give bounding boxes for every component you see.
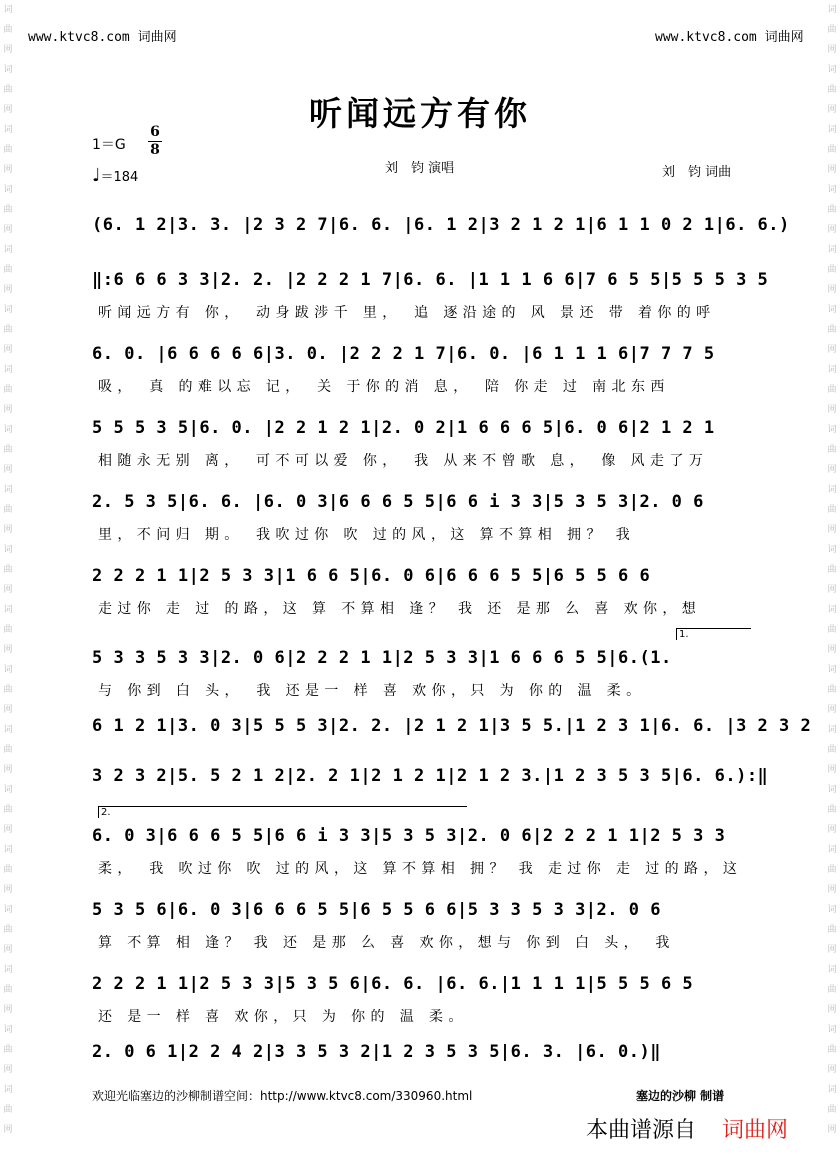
lyrics-row-10: 柔， 我 吹过你 吹 过的风，这 算不算相 拥？ 我 走过你 走 过的路，这 [98,861,743,877]
notation-row-4: 5 5 5 3 5|6. 0. |2 2 1 2 1|2. 0 2|1 6 6 6 5|6. 0 6|2 1 2 1 [92,418,715,438]
tempo-value: ＝184 [100,170,139,185]
watermark-right: 词曲网词曲网词曲网词曲网词曲网词曲网词曲网词曲网词曲网词曲网词曲网词曲网词曲网词曲网词曲网词曲网词曲网词曲网词曲网 [827,5,837,1135]
notation-row-8: 6 1 2 1|3. 0 3|5 5 5 3|2. 2. |2 1 2 1|3 5 5.|1 2 3 1|6. 6. |3 2 3 2 [92,716,812,736]
quarter-note-icon: ♩ [92,165,101,186]
lyrics-row-7: 与 你到 白 头， 我 还是一 样 喜 欢你，只 为 你的 温 柔。 [98,683,646,699]
watermark-left: 词曲网词曲网词曲网词曲网词曲网词曲网词曲网词曲网词曲网词曲网词曲网词曲网词曲网词曲网词曲网词曲网词曲网词曲网词曲网 [3,5,13,1135]
notation-row-11: 5 3 5 6|6. 0 3|6 6 6 5 5|6 5 5 6 6|5 3 3 5 3 3|2. 0 6 [92,900,661,920]
notation-row-10: 6. 0 3|6 6 6 5 5|6 6 i 3 3|5 3 5 3|2. 0 6|2 2 2 1 1|2 5 3 3 [92,826,726,846]
notation-row-5: 2. 5 3 5|6. 6. |6. 0 3|6 6 6 5 5|6 6 i 3 3|5 3 5 3|2. 0 6 [92,492,704,512]
notation-row-9: 3 2 3 2|5. 5 2 1 2|2. 2 1|2 1 2 1|2 1 2 3.|1 2 3 5 3 5|6. 6.):‖ [92,766,769,786]
lyrics-row-6: 走过你 走 过 的路，这 算 不算相 逢？ 我 还 是那 么 喜 欢你，想 [98,601,702,617]
tempo [92,165,138,186]
notation-row-2: ‖:6 6 6 3 3|2. 2. |2 2 2 1 7|6. 6. |1 1 1 6 6|7 6 5 5|5 5 5 3 5 [92,270,769,290]
time-signature [148,124,162,159]
time-numerator: 6 [150,124,160,140]
time-denominator: 8 [148,141,162,159]
volta-1: 1. [676,628,751,640]
lyrics-row-4: 相随永无别 离， 可不可以爱 你， 我 从来不曾歌 息， 像 风走了万 [98,453,709,469]
footer-maker: 塞边的沙柳 制谱 [636,1089,725,1103]
notation-row-12: 2 2 2 1 1|2 5 3 3|5 3 5 6|6. 6. |6. 6.|1 1 1 1|5 5 5 6 5 [92,974,694,994]
footer-brand-logo[interactable]: 词曲网 [722,1118,789,1143]
lyrics-row-11: 算 不算 相 逢？ 我 还 是那 么 喜 欢你，想与 你到 白 头， 我 [98,935,675,951]
footer-source: 本曲谱源自 [586,1118,697,1143]
volta-2: 2. [98,806,467,818]
notation-row-7: 5 3 3 5 3 3|2. 0 6|2 2 2 1 1|2 5 3 3|1 6 6 6 5 5|6.(1. [92,648,672,668]
singer-credit: 刘 钧 演唱 [385,161,455,176]
lyrics-row-12: 还 是一 样 喜 欢你，只 为 你的 温 柔。 [98,1009,468,1025]
header-site-right[interactable]: www.ktvc8.com 词曲网 [655,30,804,45]
lyrics-row-5: 里，不问归 期。 我吹过你 吹 过的风，这 算不算相 拥？ 我 [98,527,636,543]
notation-row-3: 6. 0. |6 6 6 6 6|3. 0. |2 2 2 1 7|6. 0. |6 1 1 1 6|7 7 7 5 [92,344,715,364]
header-site-left[interactable]: www.ktvc8.com 词曲网 [28,30,177,45]
notation-row-1: (6. 1 2|3. 3. |2 3 2 7|6. 6. |6. 1 2|3 2 1 2 1|6 1 1 0 2 1|6. 6.) [92,215,790,235]
footer-note[interactable]: 欢迎光临塞边的沙柳制谱空间：http://www.ktvc8.com/330960.html [92,1089,473,1103]
song-title: 听闻远方有你 [309,94,531,133]
key-signature: 1＝G [92,137,126,153]
notation-row-6: 2 2 2 1 1|2 5 3 3|1 6 6 5|6. 0 6|6 6 6 5 5|6 5 5 6 6 [92,566,651,586]
lyrics-row-3: 吸， 真 的难以忘 记， 关 于你的消 息， 陪 你走 过 南北东西 [98,379,670,395]
lyrics-row-2: 听闻远方有 你， 动身跋涉千 里， 追 逐沿途的 风 景还 带 着你的呼 [98,305,716,321]
composer-credit: 刘 钧 词曲 [662,165,732,180]
notation-row-13: 2. 0 6 1|2 2 4 2|3 3 5 3 2|1 2 3 5 3 5|6. 3. |6. 0.)‖ [92,1042,661,1062]
